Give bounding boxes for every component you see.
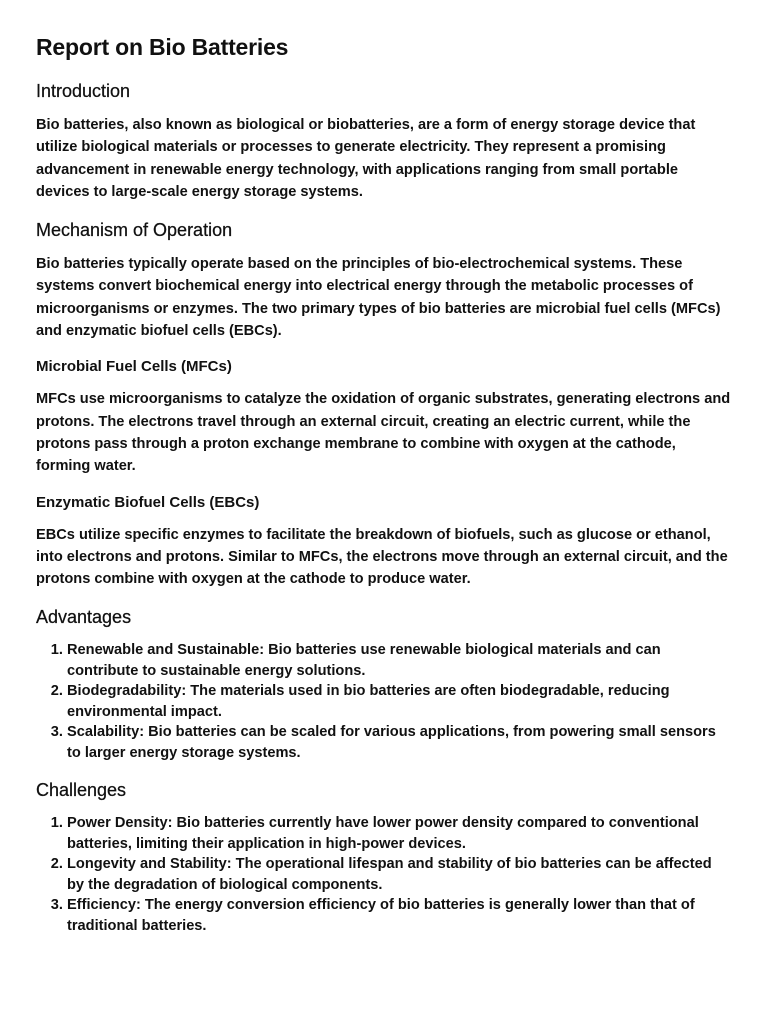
list-item: 3. Scalability: Bio batteries can be scaled for various applications, from powering small sensors to larger energy storage systems. (67, 722, 732, 763)
section-heading-mechanism: Mechanism of Operation (36, 220, 233, 241)
challenges-list (36, 813, 732, 936)
subheading-mfc: Microbial Fuel Cells (MFCs) (36, 358, 232, 376)
page-title: Report on Bio Batteries (36, 34, 289, 60)
advantages-list (36, 640, 732, 763)
mechanism-paragraph: Bio batteries typically operate based on the principles of bio-electrochemical systems. These systems convert biochemical energy into electrical energy through the metabolic processes of microorganisms or enzymes. The two primary types of bio batteries are microbial fuel cells (MFCs) and enzymatic biofuel cells (EBCs). (36, 256, 721, 340)
mfc-paragraph: MFCs use microorganisms to catalyze the oxidation of organic substrates, generating electrons and protons. The electrons travel through an external circuit, creating an electric current, while the protons pass through a proton exchange membrane to combine with oxygen at the cathode, forming water. (36, 391, 731, 475)
section-heading-introduction: Introduction (36, 81, 131, 101)
ebc-paragraph: EBCs utilize specific enzymes to facilitate the breakdown of biofuels, such as glucose or ethanol, into electrons and protons. Similar to MFCs, the electrons move through an external circuit, and the protons combine with oxygen at the cathode to produce water. (36, 526, 728, 588)
list-item: 1. Renewable and Sustainable: Bio batteries use renewable biological materials and can contribute to sustainable energy solutions. (67, 640, 732, 681)
list-item: 3. Efficiency: The energy conversion efficiency of bio batteries is generally lower than that of traditional batteries. (67, 895, 732, 936)
subheading-ebc: Enzymatic Biofuel Cells (EBCs) (36, 493, 260, 511)
section-heading-challenges: Challenges (36, 780, 127, 801)
section-heading-advantages: Advantages (36, 607, 132, 628)
list-item: 2. Longevity and Stability: The operational lifespan and stability of bio batteries can be affected by the degradation of biological components. (67, 854, 732, 895)
list-item: 2. Biodegradability: The materials used in bio batteries are often biodegradable, reducing environmental impact. (67, 681, 732, 722)
introduction-paragraph: Bio batteries, also known as biological or biobatteries, are a form of energy storage device that utilize biological materials or processes to generate electricity. They represent a promising advancement in renewable energy technology, with applications ranging from small portable devices to large-scale energy storage systems. (36, 117, 696, 200)
list-item: 1. Power Density: Bio batteries currently have lower power density compared to conventional batteries, limiting their application in high-power devices. (67, 813, 732, 854)
